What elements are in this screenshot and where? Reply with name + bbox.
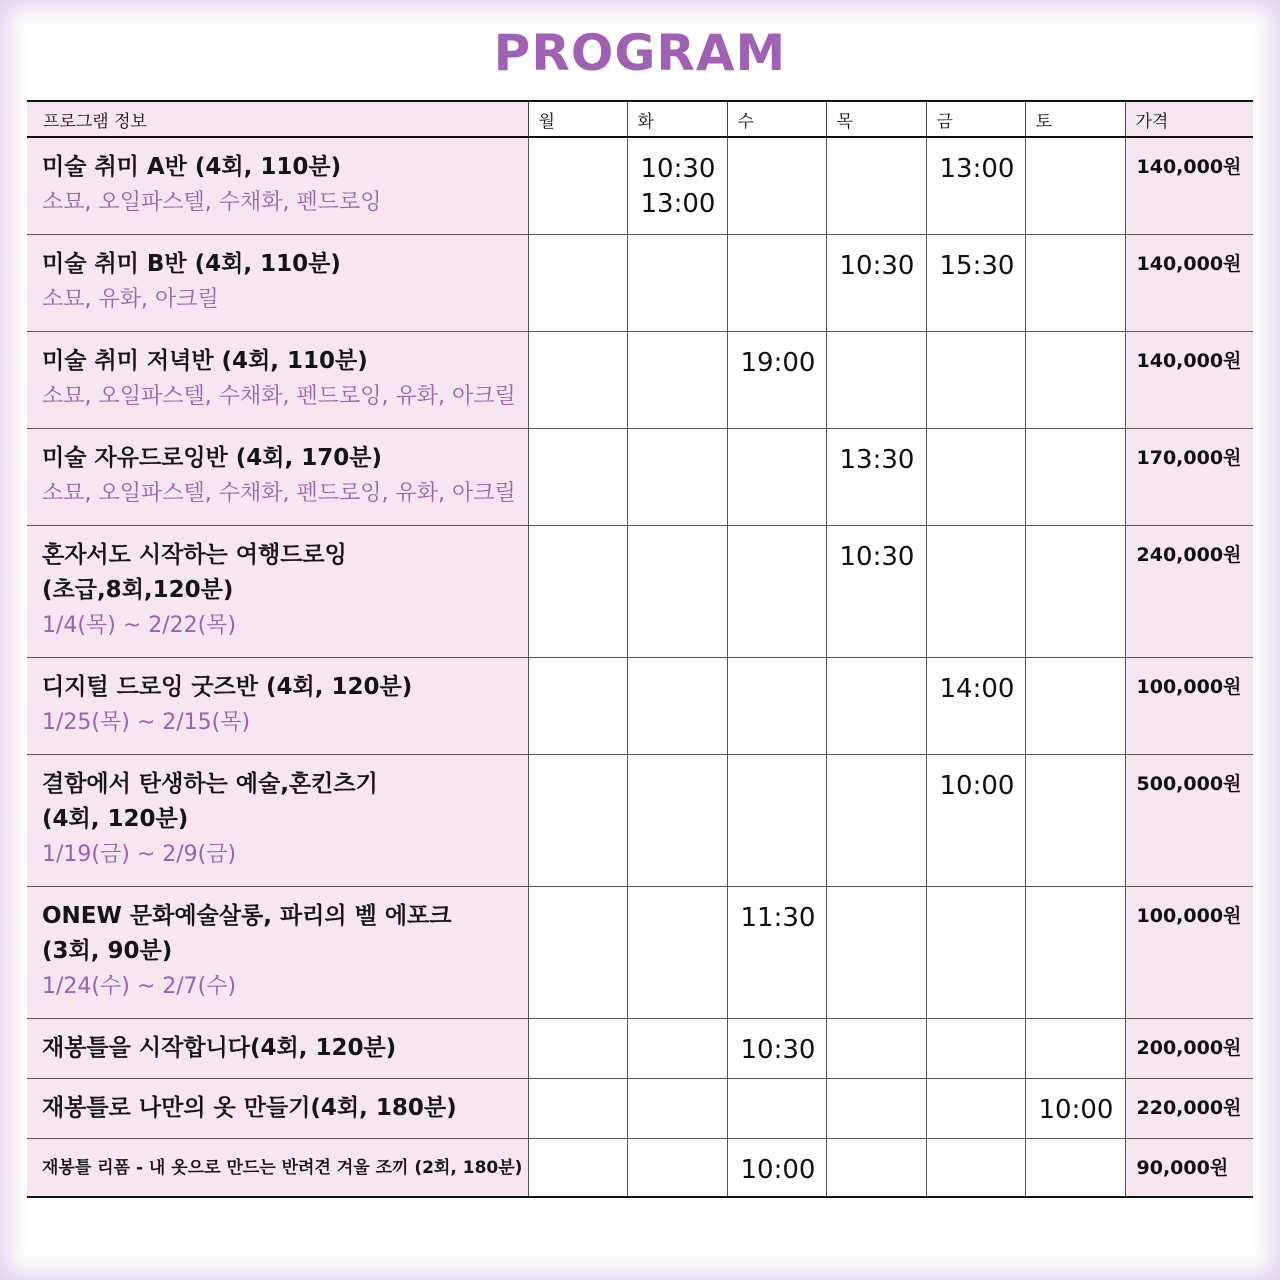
- schedule-cell-tue: [627, 331, 727, 428]
- header-program-info: 프로그램 정보: [27, 101, 528, 137]
- schedule-cell-tue: [627, 137, 727, 234]
- schedule-cell-sat: [1025, 428, 1125, 525]
- price-cell: 90,000원: [1125, 1138, 1253, 1197]
- schedule-cell-wed: [727, 1138, 826, 1197]
- schedule-cell-wed: [727, 525, 826, 657]
- schedule-cell-mon: [528, 657, 627, 754]
- table-row: [27, 234, 1253, 331]
- schedule-cell-mon: [528, 428, 627, 525]
- schedule-cell-thu: [826, 234, 926, 331]
- header-friday: 금: [926, 101, 1025, 137]
- schedule-cell-mon: [528, 525, 627, 657]
- program-name: 미술 취미 A반 (4회, 110분): [42, 154, 342, 180]
- price-cell: 200,000원: [1125, 1018, 1253, 1078]
- session-time: 10:30: [740, 1034, 816, 1065]
- schedule-cell-sat: [1025, 234, 1125, 331]
- table-row: [27, 525, 1253, 657]
- program-info-cell: [27, 1078, 528, 1138]
- program-description: 1/25(목) ~ 2/15(목): [42, 709, 251, 735]
- schedule-cell-wed: [727, 657, 826, 754]
- schedule-cell-fri: [926, 234, 1025, 331]
- schedule-cell-thu: [826, 1018, 926, 1078]
- session-time: 13:30: [839, 444, 915, 475]
- schedule-cell-mon: [528, 1138, 627, 1197]
- program-name: (초급,8회,120분): [42, 576, 234, 603]
- program-info-cell: [27, 525, 528, 657]
- header-row: [27, 101, 1253, 137]
- program-name: 혼자서도 시작하는 여행드로잉: [42, 541, 347, 568]
- header-wednesday: 수: [727, 101, 826, 137]
- schedule-cell-wed: [727, 137, 826, 234]
- program-info-cell: [27, 137, 528, 234]
- price-cell: 220,000원: [1125, 1078, 1253, 1138]
- schedule-cell-wed: [727, 754, 826, 886]
- program-name: 결함에서 탄생하는 예술,혼킨츠기: [42, 770, 378, 797]
- session-time: 10:00: [740, 1154, 816, 1185]
- program-info-cell: [27, 657, 528, 754]
- session-time: 15:30: [939, 250, 1015, 281]
- header-price: 가격: [1125, 101, 1253, 137]
- schedule-cell-tue: [627, 1138, 727, 1197]
- program-description: 소묘, 유화, 아크릴: [42, 286, 219, 312]
- program-description: 소묘, 오일파스텔, 수채화, 펜드로잉, 유화, 아크릴: [42, 383, 516, 409]
- page-title: PROGRAM: [493, 24, 787, 82]
- schedule-cell-mon: [528, 234, 627, 331]
- schedule-cell-fri: [926, 331, 1025, 428]
- price-cell: 170,000원: [1125, 428, 1253, 525]
- table-header: [27, 101, 1253, 137]
- schedule-cell-thu: [826, 1078, 926, 1138]
- schedule-cell-tue: [627, 428, 727, 525]
- schedule-cell-sat: [1025, 1018, 1125, 1078]
- schedule-cell-fri: [926, 754, 1025, 886]
- schedule-cell-wed: [727, 428, 826, 525]
- header-monday: 월: [528, 101, 627, 137]
- schedule-cell-wed: [727, 331, 826, 428]
- table-row: [27, 886, 1253, 1018]
- price-cell: 140,000원: [1125, 137, 1253, 234]
- schedule-cell-thu: [826, 886, 926, 1018]
- program-name: ONEW 문화예술살롱, 파리의 벨 에포크: [42, 902, 452, 929]
- session-time: 19:00: [740, 347, 816, 378]
- program-name: 재봉틀을 시작합니다(4회, 120분): [42, 1034, 397, 1061]
- schedule-cell-sat: [1025, 886, 1125, 1018]
- program-description: 1/19(금) ~ 2/9(금): [42, 841, 237, 867]
- schedule-cell-thu: [826, 525, 926, 657]
- schedule-cell-mon: [528, 331, 627, 428]
- price-cell: 500,000원: [1125, 754, 1253, 886]
- price-cell: 140,000원: [1125, 234, 1253, 331]
- schedule-cell-tue: [627, 754, 727, 886]
- schedule-cell-sat: [1025, 137, 1125, 234]
- schedule-cell-sat: [1025, 1138, 1125, 1197]
- schedule-cell-wed: [727, 234, 826, 331]
- program-info-cell: [27, 1018, 528, 1078]
- schedule-cell-fri: [926, 428, 1025, 525]
- program-info-cell: [27, 428, 528, 525]
- program-info-cell: [27, 1138, 528, 1197]
- table-row: [27, 754, 1253, 886]
- session-time: 10:30: [839, 541, 915, 572]
- program-name: 미술 취미 B반 (4회, 110분): [42, 250, 341, 277]
- price-cell: 100,000원: [1125, 886, 1253, 1018]
- schedule-cell-tue: [627, 234, 727, 331]
- schedule-cell-fri: [926, 137, 1025, 234]
- schedule-cell-fri: [926, 1018, 1025, 1078]
- table-row: [27, 137, 1253, 234]
- schedule-cell-fri: [926, 1078, 1025, 1138]
- schedule-cell-sat: [1025, 754, 1125, 886]
- schedule-cell-fri: [926, 657, 1025, 754]
- program-name: 재봉틀 리폼 - 내 옷으로 만드는 반려견 겨울 조끼 (2회, 180분): [42, 1157, 523, 1178]
- price-cell: 140,000원: [1125, 331, 1253, 428]
- program-info-cell: [27, 331, 528, 428]
- schedule-cell-fri: [926, 525, 1025, 657]
- schedule-cell-thu: [826, 754, 926, 886]
- schedule-cell-tue: [627, 1018, 727, 1078]
- table-row: [27, 1138, 1253, 1197]
- program-description: 1/24(수) ~ 2/7(수): [42, 973, 237, 999]
- schedule-cell-mon: [528, 1018, 627, 1078]
- program-description: 1/4(목) ~ 2/22(목): [42, 612, 237, 638]
- session-time: 13:00: [640, 189, 716, 219]
- schedule-cell-thu: [826, 1138, 926, 1197]
- program-name: 재봉틀로 나만의 옷 만들기(4회, 180분): [42, 1094, 457, 1121]
- program-description: 소묘, 오일파스텔, 수채화, 펜드로잉, 유화, 아크릴: [42, 480, 516, 506]
- program-name: 미술 자유드로잉반 (4회, 170분): [42, 444, 382, 471]
- program-name: 미술 취미 저녁반 (4회, 110분): [42, 347, 368, 374]
- program-info-cell: [27, 886, 528, 1018]
- program-info-cell: [27, 754, 528, 886]
- schedule-cell-sat: [1025, 525, 1125, 657]
- schedule-cell-mon: [528, 137, 627, 234]
- schedule-cell-tue: [627, 886, 727, 1018]
- schedule-cell-fri: [926, 1138, 1025, 1197]
- schedule-cell-wed: [727, 1018, 826, 1078]
- schedule-cell-wed: [727, 1078, 826, 1138]
- table-body: [27, 137, 1253, 1197]
- schedule-cell-thu: [826, 657, 926, 754]
- schedule-cell-tue: [627, 1078, 727, 1138]
- price-cell: 240,000원: [1125, 525, 1253, 657]
- schedule-cell-thu: [826, 428, 926, 525]
- program-name: 디지털 드로잉 굿즈반 (4회, 120분): [42, 673, 413, 700]
- table-row: [27, 657, 1253, 754]
- header-thursday: 목: [826, 101, 926, 137]
- table-row: [27, 428, 1253, 525]
- schedule-cell-sat: [1025, 1078, 1125, 1138]
- schedule-cell-sat: [1025, 657, 1125, 754]
- session-time: 10:00: [939, 770, 1015, 801]
- program-name: (3회, 90분): [42, 937, 173, 964]
- schedule-cell-tue: [627, 657, 727, 754]
- schedule-cell-wed: [727, 886, 826, 1018]
- price-cell: 100,000원: [1125, 657, 1253, 754]
- schedule-cell-mon: [528, 754, 627, 886]
- schedule-cell-thu: [826, 137, 926, 234]
- program-description: 소묘, 오일파스텔, 수채화, 펜드로잉: [42, 190, 382, 215]
- session-time: 11:30: [740, 902, 816, 933]
- program-name: (4회, 120분): [42, 805, 189, 832]
- schedule-cell-sat: [1025, 331, 1125, 428]
- schedule-cell-mon: [528, 1078, 627, 1138]
- schedule-cell-thu: [826, 331, 926, 428]
- session-time: 14:00: [939, 673, 1015, 704]
- program-info-cell: [27, 234, 528, 331]
- schedule-cell-tue: [627, 525, 727, 657]
- session-time: 10:00: [1038, 1094, 1114, 1125]
- header-tuesday: 화: [627, 101, 727, 137]
- program-table: [27, 100, 1253, 1198]
- session-time: 10:30: [640, 154, 716, 184]
- session-time: 10:30: [839, 250, 915, 281]
- table-row: [27, 1078, 1253, 1138]
- header-saturday: 토: [1025, 101, 1125, 137]
- session-time: 13:00: [939, 154, 1015, 184]
- table-row: [27, 1018, 1253, 1078]
- table-row: [27, 331, 1253, 428]
- schedule-cell-fri: [926, 886, 1025, 1018]
- schedule-cell-mon: [528, 886, 627, 1018]
